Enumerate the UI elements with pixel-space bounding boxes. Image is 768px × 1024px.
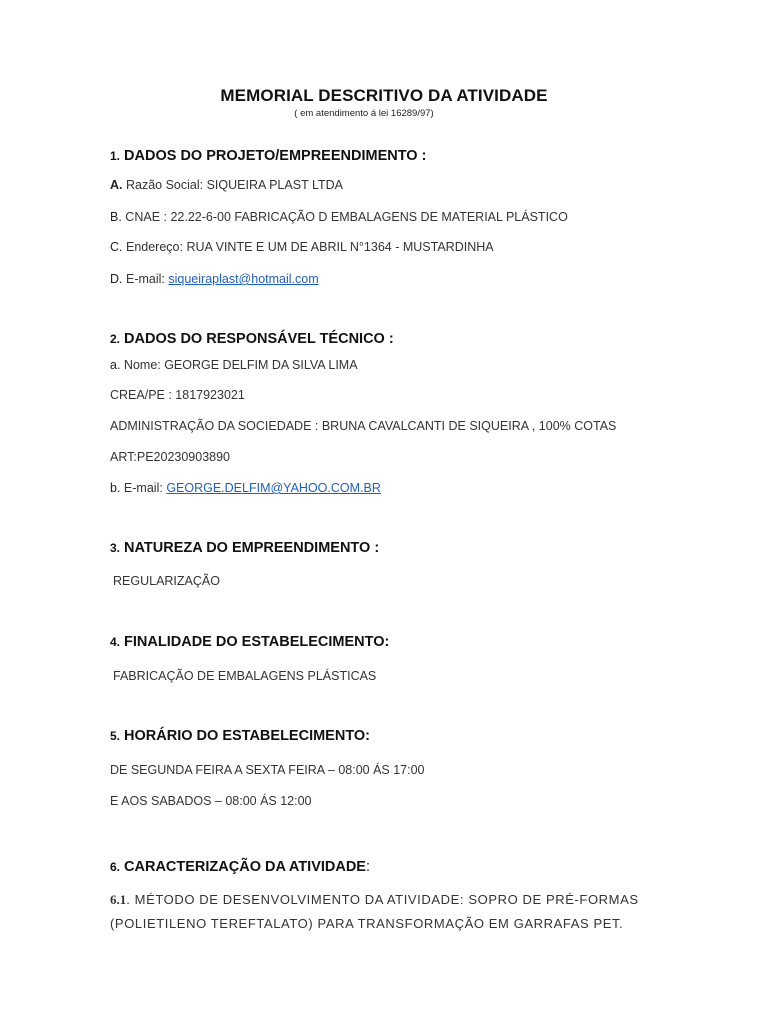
section-title-colon: : <box>365 859 371 875</box>
section-title: DADOS DO RESPONSÁVEL TÉCNICO : <box>124 331 394 347</box>
item-text: Razão Social: SIQUEIRA PLAST LTDA <box>125 178 343 192</box>
metodo-line-1 <box>110 892 639 908</box>
subsection-number: 6.1 <box>110 892 127 907</box>
section-number: 1. <box>110 149 121 163</box>
finalidade-text: FABRICAÇÃO DE EMBALAGENS PLÁSTICAS <box>113 669 377 683</box>
section-title: DADOS DO PROJETO/EMPREENDIMENTO : <box>124 148 427 164</box>
item-text: Endereço: RUA VINTE E UM DE ABRIL N°1364 - MUSTARDINHA <box>125 240 494 254</box>
item-text: E-mail: <box>125 272 165 286</box>
razao-social-line <box>110 178 343 192</box>
natureza-text: REGULARIZAÇÃO <box>113 574 220 588</box>
endereco-line <box>110 240 494 254</box>
email-link[interactable]: siqueiraplast@hotmail.com <box>168 272 319 286</box>
item-prefix: D. <box>110 272 123 286</box>
subsection-text: . MÉTODO DE DESENVOLVIMENTO DA ATIVIDADE: SOPRO DE PRÉ-FORMAS <box>126 892 639 907</box>
section-number: 5. <box>110 729 121 743</box>
section-5-heading <box>110 728 370 744</box>
item-prefix: A. <box>110 178 123 192</box>
section-1-heading <box>110 148 426 164</box>
section-title: NATUREZA DO EMPREENDIMENTO : <box>124 540 380 556</box>
horario-line-1: DE SEGUNDA FEIRA A SEXTA FEIRA – 08:00 ÁS 17:00 <box>110 763 425 777</box>
section-number: 4. <box>110 635 121 649</box>
item-text: CNAE : 22.22-6-00 FABRICAÇÃO D EMBALAGENS DE MATERIAL PLÁSTICO <box>125 210 568 224</box>
nome-line <box>110 358 358 372</box>
administracao-line: ADMINISTRAÇÃO DA SOCIEDADE : BRUNA CAVALCANTI DE SIQUEIRA , 100% COTAS <box>110 419 617 433</box>
section-6-heading <box>110 859 370 875</box>
item-prefix: a. <box>110 358 121 372</box>
document-subtitle: ( em atendimento á lei 16289/97) <box>294 108 434 119</box>
section-title: FINALIDADE DO ESTABELECIMENTO: <box>124 634 390 650</box>
section-number: 3. <box>110 541 121 555</box>
art-line: ART:PE20230903890 <box>110 450 231 464</box>
item-text: E-mail: <box>123 481 163 495</box>
section-number: 6. <box>110 860 121 874</box>
section-2-heading <box>110 331 394 347</box>
section-3-heading <box>110 540 379 556</box>
email-line <box>110 272 319 286</box>
cnae-line <box>110 210 568 224</box>
email-link[interactable]: GEORGE.DELFIM@YAHOO.COM.BR <box>166 481 381 495</box>
section-title: CARACTERIZAÇÃO DA ATIVIDADE <box>124 859 366 875</box>
metodo-line-2: (POLIETILENO TEREFTALATO) PARA TRANSFORMAÇÃO EM GARRAFAS PET. <box>110 916 624 931</box>
item-text: Nome: GEORGE DELFIM DA SILVA LIMA <box>123 358 358 372</box>
horario-line-2: E AOS SABADOS – 08:00 ÁS 12:00 <box>110 794 312 808</box>
document-title: MEMORIAL DESCRITIVO DA ATIVIDADE <box>220 86 548 105</box>
responsavel-email-line <box>110 481 381 495</box>
item-prefix: b. <box>110 481 121 495</box>
item-prefix: C. <box>110 240 123 254</box>
section-4-heading <box>110 634 389 650</box>
section-title: HORÁRIO DO ESTABELECIMENTO: <box>124 728 371 744</box>
item-prefix: B. <box>110 210 122 224</box>
crea-line: CREA/PE : 1817923021 <box>110 388 245 402</box>
section-number: 2. <box>110 332 121 346</box>
